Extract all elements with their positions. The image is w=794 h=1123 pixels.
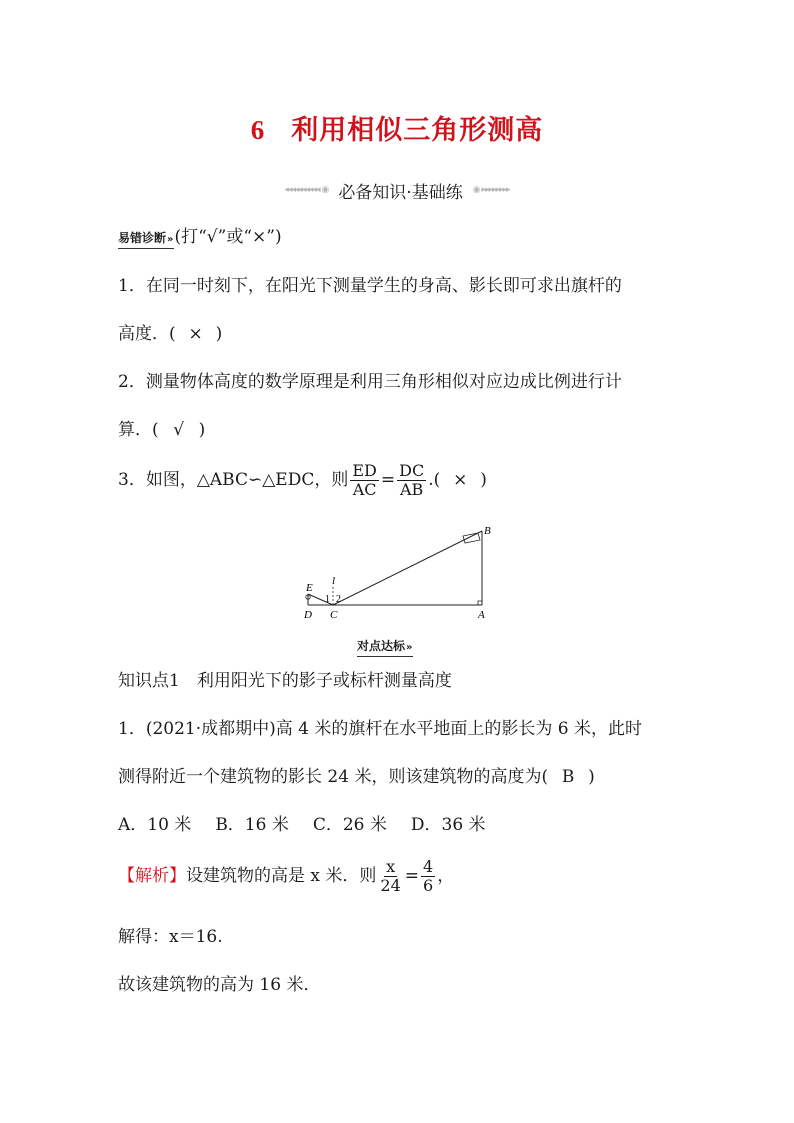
question-1-prefix: 测得附近一个建筑物的影长 24 米，则该建筑物的高度为( [118,767,549,787]
item-2-suffix: ) [198,420,206,440]
solution-comma: ， [437,866,455,886]
item-3-prefix: 3．如图，△ABC∽△EDC，则 [118,470,349,490]
practice-header [357,635,413,657]
banner-title: 必备知识·基础练 [338,182,463,203]
banner-right-decoration: ◉ ▸▸▸▸▸▸▸▸ [472,185,510,195]
label-d: D [304,609,312,621]
item-1-prefix: 高度．( [118,324,176,344]
question-1-line-1: 1．(2021·成都期中)高 4 米的旗杆在水平地面上的影长为 6 米，此时 [118,719,642,739]
item-1-line-1: 1．在同一时刻下，在阳光下测量学生的身高、影长即可求出旗杆的 [118,276,622,296]
solution-line-1 [118,858,454,895]
double-chevron-icon: » [406,642,413,653]
lesson-number: 6 [250,115,266,145]
option-c: C．26 米 [312,815,387,835]
option-d: D．36 米 [410,815,486,835]
option-b: B．16 米 [215,815,289,835]
fraction-ed-ac [350,462,379,499]
double-chevron-icon: » [167,234,174,245]
solution-step-2: 故该建筑物的高为 16 米． [118,975,321,995]
item-2-line-1: 2．测量物体高度的数学原理是利用三角形相似对应边成比例进行计 [118,372,622,392]
label-a: A [478,609,485,621]
solution-tag: 【解析】 [118,866,186,886]
fraction-numerator: ED [352,461,377,480]
solution-step-1: 解得：x＝16. [118,927,223,947]
label-b: B [484,525,491,537]
diagnosis-tag [118,231,174,249]
lesson-title: 利用相似三角形测高 [291,115,544,146]
label-l: l [332,575,336,587]
fraction-denominator: AC [352,480,377,499]
question-1-options [118,814,510,836]
item-1-answer: × [188,324,203,344]
practice-tag-text: 对点达标 [357,639,406,653]
item-1-suffix: ) [215,324,223,344]
fraction-denominator: 24 [380,876,401,895]
banner-left-decoration: ◂◂◂◂◂◂◂◂◂◂ ◉ [284,185,329,195]
item-1-line-2 [118,323,222,345]
question-1-answer: B [561,767,575,787]
fraction-numerator: 4 [423,857,434,876]
section-banner [230,177,564,203]
item-2-line-2 [118,419,205,441]
diagnosis-tag-text: 易错诊断 [118,231,167,245]
fraction-4-6 [421,858,435,895]
practice-tag [357,639,413,657]
fraction-x-24 [378,858,402,895]
fraction-numerator: x [386,857,396,876]
fraction-dc-ab [397,462,426,499]
item-3-paren-close: ) [480,470,487,490]
question-1-suffix: ) [588,767,595,787]
fraction-denominator: AB [400,480,424,499]
item-2-answer: √ [173,420,185,440]
equals-sign: = [380,470,396,490]
diagnosis-header [118,226,282,249]
item-3 [118,462,487,499]
similar-triangles-figure [300,523,500,623]
item-2-prefix: 算．( [118,420,159,440]
label-e: E [306,582,313,594]
question-1-line-2 [118,766,595,788]
option-a: A．10 米 [118,815,192,835]
fraction-numerator: DC [399,461,425,480]
diagnosis-instruction: (打“√”或“×”) [174,227,282,247]
label-angle-2: 2 [336,594,341,605]
solution-text: 设建筑物的高是 x 米．则 [186,866,377,886]
label-c: C [330,609,338,621]
equals-sign: = [404,866,420,886]
page-title [0,108,794,147]
label-angle-1: 1 [325,594,330,605]
knowledge-point-heading: 知识点1 利用阳光下的影子或标杆测量高度 [118,671,452,691]
fraction-denominator: 6 [423,876,434,895]
item-3-answer: × [453,470,468,490]
item-3-paren-open: .( [428,470,441,490]
